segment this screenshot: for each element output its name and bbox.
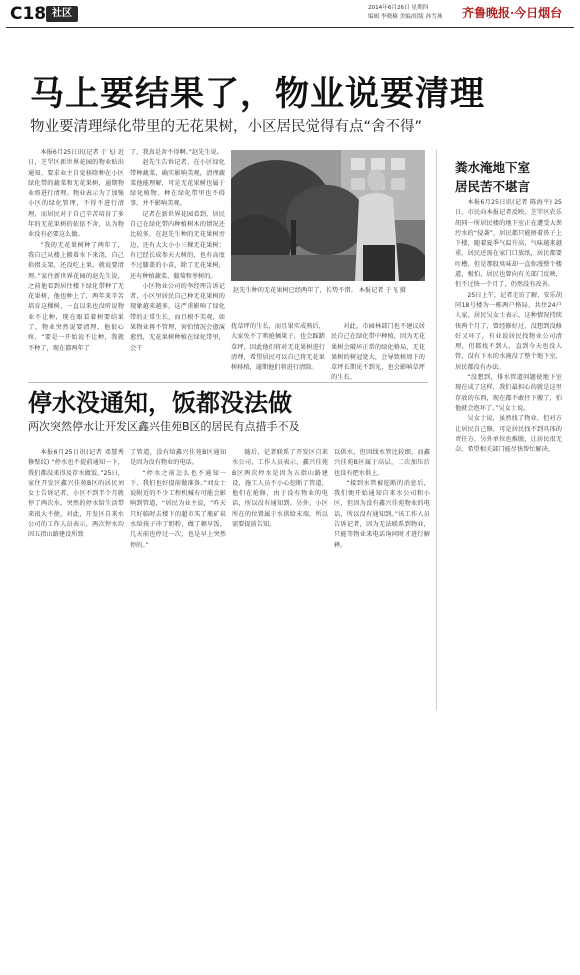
photo-illustration: [231, 150, 425, 281]
paragraph: 赵先生告诉记者，在小区绿化带种蔬菜，确实影响美观，清理蔬菜他能理解，可是无花果树也属于绿化植物，种在绿化带里也不碍事，并不影响美观。: [130, 159, 225, 208]
paragraph: “没想到，排水管道问题使地下室现在成了这样，我们最担心的就是这里存放的东西，现在都不敢往下搬了，怕他就会泡坏了。”吴女士说。: [455, 374, 562, 412]
section-badge: [46, 6, 78, 22]
paragraph: 本报6月25日讯(记者 邓慧秀 修壁纹) “停水也不提前通知一下，我们都没来得及存水做饭。”25日，家住开发区鑫兴佳苑B区的居民刘女士告诉记者，小区不到半个月就停了两次水，突然的停水给生活带来很大不便，对此，开发区自来水公司的工作人员表示，两次停水均因五指山路建设所致: [28, 449, 124, 539]
photo-caption: 赵先生种的无花果树已经两年了，长势不错。 本报记者 于飞 摄: [233, 287, 406, 294]
paragraph: 小区物业公司的李经理告诉记者，小区里居民自己种无花果树的现象越来越多，这严重影响了绿化带的正常生长，而且根不美观，如果物业再不管理，害怕情况会愈演愈烈，无花果树种植在绿化带里，会干: [130, 282, 225, 352]
story2-column-3: [232, 448, 328, 548]
paragraph: 本报6月25日讯(记者 陈海平) 25日，市民向本报记者反映，芝罘区农乐胡同一所居民楼的地下室正在遭受大粪污水的“侵袭”，居民都只能捂着鼻子上下楼，随着夏季气温升高，气味越来越重，居民还需在家门口放纸，居民都要吐槽，但是那股臭味却一直弥漫整个楼道，极怕，居民也曾向有关部门反映，但不过快一个月了，仍然没有改善。: [455, 199, 562, 289]
sidebar-headline-1: 粪水淹地下室: [455, 160, 531, 175]
paragraph: 了，我真是舍不得啊。”赵先生说。: [130, 149, 223, 156]
sidebar-body: [455, 198, 562, 718]
paragraph: 了管道，没有给鑫兴佳苑B区通知是因为没有物业的电话。: [130, 449, 226, 467]
header-rule: [6, 27, 574, 28]
story2-headline: 停水没通知，饭都没法做: [28, 389, 292, 417]
story1-subheadline: 物业要清理绿化带里的无花果树，小区居民觉得有点“舍不得”: [30, 119, 423, 135]
paragraph: 扰草坪的生长，而且果实成熟后，大家免不了哄抢摘果子，也会踩踏草坪，因此他们将对无花果树进行清理，希望居民可以自己将无花果树移植，逾期他们将进行清除。: [231, 323, 325, 372]
paragraph: 以供水，但因线水管比较细，而鑫兴佳苑B区属于高层，二次加压后也没有把水供上。: [334, 449, 430, 477]
page-number: C18: [10, 4, 47, 24]
story2-subheadline: 两次突然停水让开发区鑫兴佳苑B区的居民有点措手不及: [28, 420, 300, 433]
story2-column-1: [28, 448, 124, 548]
paragraph: “接到水管被挖断的消息后，我们便开始通知自来水公司和小区，但因为没有鑫兴佳苑物业的电话，所以没有通知到。”该工作人员告诉记者，因为无法联系到物业，只能等物业来电话询问时才进行解释。: [334, 479, 430, 549]
paragraph: 随后，记者联系了开发区自来水公司，工作人员表示，鑫兴佳苑B区两次停水是因为五指山路建设，施工人员不小心挖断了管道，他们在抢修，由于没有物业的电话，所以没有通知到。另外，小区所在的位置属于水供给末端，所以需要提前告知。: [232, 449, 328, 529]
paragraph: 对此，市园林部门也不建议居民自己在绿化带中种植，因为无花果树会破坏正常的绿化格局，无花果树的树冠宽大，会导致树周下的草坪长期见不到光，也会影响草坪的生长。: [331, 323, 425, 382]
paragraph: “停水之前怎么也不通知一下，我们也好提前做准备。”刘女士说附近的不少工程机械有可能会影响到管道，“居民为业主说，“昨天只好临时去楼下的超市买了瓶矿泉水给孩子冲了奶粉，做了顿早饭，几天前也停过一次，也是早上突然停的。”: [130, 469, 226, 549]
paper-name: 齐鲁晚报·今日烟台: [462, 6, 563, 20]
story1-column-1: [28, 148, 124, 373]
paragraph: 吴女士说，虽然找了物业，但对方让居民自己修，可是居民找不到具体的责任方，另外单位也推脱，让居民很无奈，希望相关部门能尽快帮忙解决。: [455, 415, 562, 454]
story1-column-4: [331, 322, 425, 382]
issue-date: 2014年6月26日 星期四: [368, 5, 429, 11]
story1-headline: 马上要结果了，物业说要清理: [30, 74, 485, 114]
paragraph: 25日上午，记者走访了解，安乐胡同18号楼为一栋两户格局，共住24户人家。居民吴女士表示，这种情况持续快两个月了，曾经修好过，没想到没修好又坏了，有业说居民找物业公司清理，但都找不到人，直到今天也没人管，没有下水的水淹没了整个地下室，居民都没有办法。: [455, 291, 562, 371]
paragraph: “我的无花果树种了两年了，我自己从楼上搬着水下来浇，自己拾掇支架，还没吃上果，就说要清理。”家住新世界花园的赵先生说，之前他看到居住楼下绿化带种了无花果树，他也种上了，两年来辛苦培育这棵树，一直以来也没听说物业不让种，现在眼看着树要结果了，物业突然说要清理，他很心疼，“要是一开始说不让种，我就不种了，现在都两年了: [28, 241, 124, 352]
story2-column-2: [130, 448, 226, 548]
story1-column-2: [130, 148, 225, 373]
paragraph: 记者在新世界花园看到，居民自己在绿化带内种植树木的情况还比较多，在赵先生种的无花果树旁边，还有大大小小三棵无花果树；有已经长成参天大树的，也有高度不过膝盖的小苗，除了无花果树，还有种植蔬菜、葡萄和枣树的。: [130, 210, 225, 280]
section-label: 社区: [52, 8, 72, 19]
story1-photo: [231, 150, 425, 281]
story2-column-4: [334, 448, 430, 548]
editors: 编辑 李晓楠 美编/组版 孙雪燕: [368, 14, 443, 20]
story1-column-3: [231, 322, 325, 374]
sidebar-headline-2: 居民苦不堪言: [455, 179, 531, 194]
story-divider: [28, 382, 428, 383]
paragraph: 本报6月25日讯(记者 于飞) 近日，芝罘区新世界花园的物业贴出通知，要求业主自觉移除种在小区绿化带的蔬菜和无花果树，逾期物业将进行清理。物业表示为了加强小区的绿化管理，不得不进行清理，而居民对于自己辛苦培育了多年的无花果树的依依不舍，认为物业没有必要这么做。: [28, 149, 124, 239]
sidebar-divider: [436, 150, 437, 710]
